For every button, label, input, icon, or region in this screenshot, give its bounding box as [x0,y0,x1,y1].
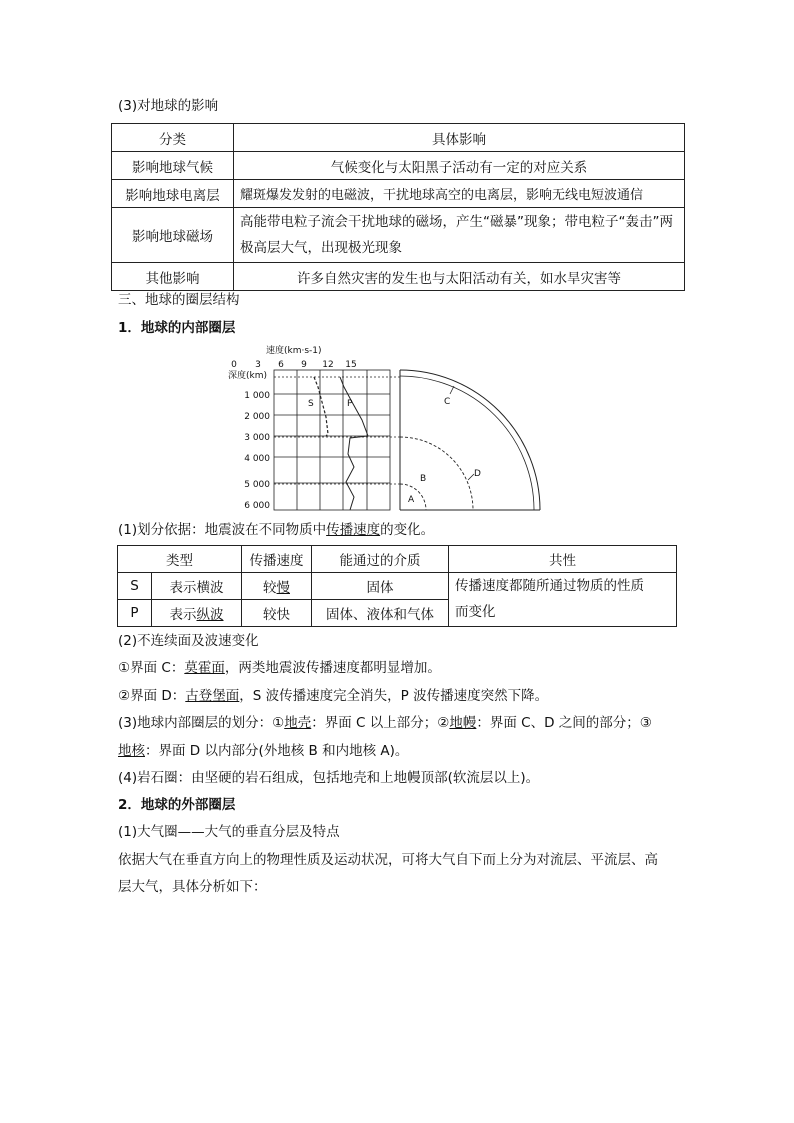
depth-tick: 3 000 [244,433,270,443]
label-leader [450,386,454,394]
part-heading: 三、地球的圈层结构 [118,292,240,308]
layer-label: B [420,474,427,484]
paragraph: 地核：界面 D 以内部分(外地核 B 和内地核 A)。 [118,743,409,759]
paragraph: (1)划分依据：地震波在不同物质中传播速度的变化。 [118,522,435,538]
depth-tick: 6 000 [244,501,270,511]
paragraph: (1)大气圈——大气的垂直分层及特点 [118,824,340,840]
table-cell: P [118,600,152,627]
table-row [112,263,685,291]
speed-axis-label: 速度(km·s-1) [266,346,322,356]
table-header-row [118,546,677,573]
table-cell: 高能带电粒子流会干扰地球的磁场，产生“磁暴”现象；带电粒子“轰击”两极高层大气，出现极光现象 [234,208,685,263]
table-row [118,573,677,600]
p-wave-curve [340,377,368,510]
table-cell: 耀斑爆发发射的电磁波，干扰地球高空的电离层，影响无线电短波通信 [234,180,685,208]
wave-table [117,545,677,627]
layer-label: A [408,495,415,505]
paragraph: (3)地球内部圈层的划分：①地壳：界面 C 以上部分；②地幔：界面 C、D 之间的部分；③ [118,715,652,731]
speed-tick: 9 [301,360,307,370]
speed-tick: 12 [322,360,334,370]
earth-section [400,370,540,510]
wave-label: P [347,399,353,409]
table-cell: 气候变化与太阳黑子活动有一定的对应关系 [234,152,685,180]
chart-grid [274,370,390,510]
table-cell: 传播速度都随所通过物质的性质 而变化 [449,573,677,627]
table-header-row [112,124,685,152]
depth-axis-label: 深度(km) [228,371,268,381]
table-header: 共性 [449,546,677,573]
speed-tick: 15 [345,360,357,370]
table-cell: S [118,573,152,600]
layer-label: D [474,469,481,479]
table-cell: 其他影响 [112,263,234,291]
paragraph: ②界面 D：古登堡面，S 波传播速度完全消失，P 波传播速度突然下降。 [118,688,549,704]
speed-tick: 6 [278,360,284,370]
table-header: 分类 [112,124,234,152]
speed-tick: 3 [255,360,261,370]
table-cell: 影响地球气候 [112,152,234,180]
table-cell: 影响地球磁场 [112,208,234,263]
depth-tick: 1 000 [244,391,270,401]
depth-tick: 4 000 [244,454,270,464]
table-cell: 较慢 [242,573,312,600]
paragraph: (4)岩石圈：由坚硬的岩石组成，包括地壳和上地幔顶部(软流层以上)。 [118,770,540,786]
section-heading: (3)对地球的影响 [118,98,219,114]
table-cell: 固体、液体和气体 [312,600,449,627]
table-cell: 表示横波 [152,573,242,600]
table-header: 传播速度 [242,546,312,573]
table-cell: 较快 [242,600,312,627]
depth-tick: 5 000 [244,480,270,490]
depth-tick: 2 000 [244,412,270,422]
paragraph: ①界面 C：莫霍面，两类地震波传播速度都明显增加。 [118,660,441,676]
table-header: 类型 [118,546,242,573]
table-row [112,152,685,180]
table-row [112,208,685,263]
paragraph: 依据大气在垂直方向上的物理性质及运动状况，可将大气自下而上分为对流层、平流层、高 [118,852,658,868]
table-row [112,180,685,208]
speed-tick: 0 [231,360,237,370]
boundary-lines [274,377,400,484]
layer-label: C [444,397,451,407]
table-cell: 表示纵波 [152,600,242,627]
subsection-heading: 1．地球的内部圈层 [118,320,236,336]
impact-table [111,123,685,291]
wave-label: S [308,399,314,409]
table-cell: 固体 [312,573,449,600]
table-cell: 影响地球电离层 [112,180,234,208]
table-cell: 许多自然灾害的发生也与太阳活动有关，如水旱灾害等 [234,263,685,291]
paragraph: 层大气，具体分析如下： [118,879,267,895]
table-header: 具体影响 [234,124,685,152]
seismic-wave-figure [222,342,552,514]
paragraph: (2)不连续面及波速变化 [118,633,259,649]
s-wave-curve [314,377,328,436]
subsection-heading: 2．地球的外部圈层 [118,797,236,813]
table-header: 能通过的介质 [312,546,449,573]
